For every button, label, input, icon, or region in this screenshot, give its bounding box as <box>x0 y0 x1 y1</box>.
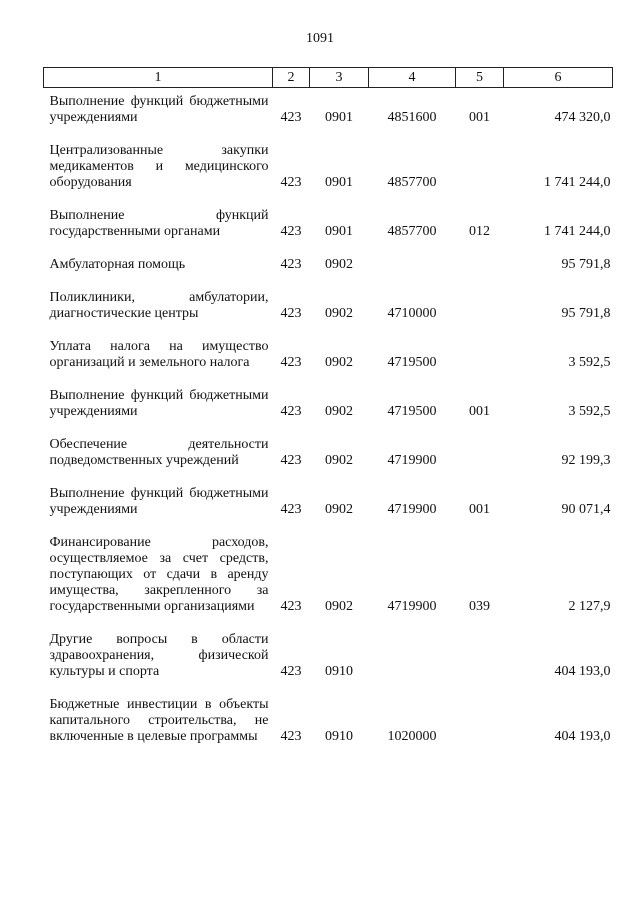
amount: 95 791,8 <box>561 257 611 272</box>
row-spacer <box>44 469 613 486</box>
expense-name: Централизованные закупки медикаментов и медицинского оборудования <box>49 143 269 190</box>
section-code: 423 <box>280 175 302 190</box>
expense-type-code <box>456 437 504 469</box>
table-row <box>44 437 613 469</box>
subsection-code: 0901 <box>325 110 353 125</box>
amount: 2 127,9 <box>568 599 611 614</box>
row-spacer <box>44 615 613 632</box>
amount: 404 193,0 <box>554 664 611 679</box>
table-row <box>44 208 613 240</box>
amount: 95 791,8 <box>561 306 611 321</box>
row-spacer-cell <box>44 240 613 257</box>
expense-type-code <box>456 697 504 745</box>
column-header-1: 1 <box>44 68 273 88</box>
subsection-code: 0902 <box>325 355 353 370</box>
column-header-6: 6 <box>504 68 613 88</box>
page-number: 1091 <box>306 31 334 46</box>
expense-type-code <box>456 290 504 322</box>
row-spacer-cell <box>44 273 613 290</box>
expense-name: Амбулаторная помощь <box>49 257 186 272</box>
row-spacer-cell <box>44 371 613 388</box>
column-header-3: 3 <box>310 68 369 88</box>
target-code <box>369 257 456 273</box>
row-spacer-cell <box>44 680 613 697</box>
expense-name: Выполнение функций государственными органами <box>49 208 269 239</box>
expense-name: Поликлиники, амбулатории, диагностические центры <box>49 290 269 321</box>
row-spacer-cell <box>44 469 613 486</box>
target-code: 1020000 <box>387 729 437 744</box>
budget-table <box>43 67 613 745</box>
header-row <box>44 68 613 88</box>
subsection-code: 0902 <box>325 453 353 468</box>
row-spacer-cell <box>44 420 613 437</box>
expense-type-code <box>456 143 504 191</box>
row-spacer-cell <box>44 126 613 143</box>
amount: 3 592,5 <box>568 404 611 419</box>
target-code: 4857700 <box>387 224 437 239</box>
expense-type-code <box>456 632 504 680</box>
expense-name: Другие вопросы в области здравоохранения, физической культуры и спорта <box>49 632 269 679</box>
expense-type-code: 039 <box>469 599 490 614</box>
row-spacer <box>44 322 613 339</box>
target-code: 4719900 <box>387 599 437 614</box>
column-header-4: 4 <box>369 68 456 88</box>
row-spacer <box>44 680 613 697</box>
table-row <box>44 486 613 518</box>
expense-name: Выполнение функций бюджетными учреждениями <box>49 486 269 517</box>
section-code: 423 <box>280 404 302 419</box>
row-spacer <box>44 126 613 143</box>
amount: 1 741 244,0 <box>544 175 611 190</box>
row-spacer-cell <box>44 191 613 208</box>
section-code: 423 <box>280 110 302 125</box>
amount: 1 741 244,0 <box>544 224 611 239</box>
expense-name: Уплата налога на имущество организаций и земельного налога <box>49 339 269 370</box>
table-row <box>44 257 613 273</box>
target-code: 4719900 <box>387 453 437 468</box>
table-row <box>44 535 613 615</box>
expense-type-code: 001 <box>469 110 490 125</box>
table-row <box>44 697 613 745</box>
expense-type-code: 001 <box>469 502 490 517</box>
section-code: 423 <box>280 502 302 517</box>
table-row <box>44 388 613 420</box>
expense-name: Выполнение функций бюджетными учреждениями <box>49 388 269 419</box>
row-spacer <box>44 420 613 437</box>
amount: 90 071,4 <box>561 502 611 517</box>
subsection-code: 0910 <box>325 729 353 744</box>
table-row <box>44 94 613 126</box>
target-code: 4719500 <box>387 404 437 419</box>
section-code: 423 <box>280 257 302 272</box>
target-code: 4719900 <box>387 502 437 517</box>
target-code: 4719500 <box>387 355 437 370</box>
section-code: 423 <box>280 355 302 370</box>
table-body <box>44 88 613 746</box>
target-code <box>369 632 456 680</box>
table-row <box>44 290 613 322</box>
amount: 404 193,0 <box>554 729 611 744</box>
section-code: 423 <box>280 729 302 744</box>
table-row <box>44 339 613 371</box>
table-row <box>44 143 613 191</box>
expense-type-code: 012 <box>469 224 490 239</box>
subsection-code: 0902 <box>325 404 353 419</box>
target-code: 4857700 <box>387 175 437 190</box>
expense-type-code <box>456 257 504 273</box>
table-row <box>44 632 613 680</box>
expense-name: Обеспечение деятельности подведомственных учреждений <box>49 437 269 468</box>
section-code: 423 <box>280 453 302 468</box>
row-spacer-cell <box>44 322 613 339</box>
amount: 3 592,5 <box>568 355 611 370</box>
row-spacer <box>44 518 613 535</box>
expense-type-code <box>456 339 504 371</box>
expense-name: Финансирование расходов, осуществляемое за счет средств, поступающих от сдачи в аренду имущества, закрепленного за государственными организациями <box>49 535 269 614</box>
subsection-code: 0902 <box>325 599 353 614</box>
subsection-code: 0910 <box>325 664 353 679</box>
subsection-code: 0902 <box>325 502 353 517</box>
section-code: 423 <box>280 599 302 614</box>
target-code: 4851600 <box>387 110 437 125</box>
section-code: 423 <box>280 664 302 679</box>
target-code: 4710000 <box>387 306 437 321</box>
section-code: 423 <box>280 306 302 321</box>
subsection-code: 0901 <box>325 224 353 239</box>
subsection-code: 0902 <box>325 306 353 321</box>
section-code: 423 <box>280 224 302 239</box>
row-spacer-cell <box>44 518 613 535</box>
row-spacer-cell <box>44 615 613 632</box>
subsection-code: 0902 <box>325 257 353 272</box>
expense-name: Выполнение функций бюджетными учреждениями <box>49 94 269 125</box>
subsection-code: 0901 <box>325 175 353 190</box>
column-header-2: 2 <box>273 68 310 88</box>
amount: 474 320,0 <box>554 110 611 125</box>
expense-name: Бюджетные инвестиции в объекты капитального строительства, не включенные в целевые программы <box>49 697 269 744</box>
expense-type-code: 001 <box>469 404 490 419</box>
row-spacer <box>44 191 613 208</box>
row-spacer <box>44 273 613 290</box>
amount: 92 199,3 <box>561 453 611 468</box>
row-spacer <box>44 240 613 257</box>
column-header-5: 5 <box>456 68 504 88</box>
row-spacer <box>44 371 613 388</box>
